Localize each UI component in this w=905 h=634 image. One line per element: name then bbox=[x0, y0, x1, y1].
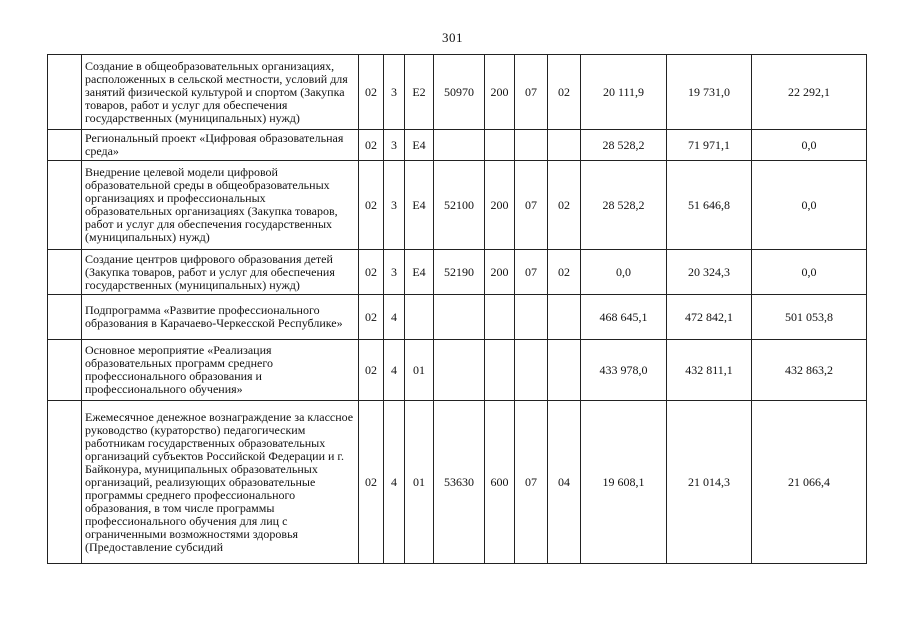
amount-year-1: 28 528,2 bbox=[581, 130, 667, 161]
amount-year-2: 472 842,1 bbox=[667, 295, 752, 340]
code-direction: 52100 bbox=[434, 161, 485, 250]
code-subprogram: 3 bbox=[384, 161, 405, 250]
code-activity: E4 bbox=[405, 250, 434, 295]
amount-year-3: 501 053,8 bbox=[752, 295, 867, 340]
page-number: 301 bbox=[442, 30, 463, 45]
table-row bbox=[48, 340, 867, 401]
code-direction bbox=[434, 340, 485, 401]
amount-year-1: 28 528,2 bbox=[581, 161, 667, 250]
code-expense-type: 200 bbox=[485, 55, 515, 130]
code-direction: 53630 bbox=[434, 401, 485, 564]
code-expense-type: 600 bbox=[485, 401, 515, 564]
row-name: Основное мероприятие «Реализация образовательных программ среднего профессионального образования и профессионального обучения» bbox=[82, 340, 359, 401]
code-subprogram: 3 bbox=[384, 250, 405, 295]
row-name: Создание в общеобразовательных организациях, расположенных в сельской местности, условий для занятий физической культурой и спортом (Закупка товаров, работ и услуг для обеспечения государственных (муниципальных) нужд) bbox=[82, 55, 359, 130]
code-subprogram: 4 bbox=[384, 401, 405, 564]
code-subprogram: 3 bbox=[384, 130, 405, 161]
code-section: 07 bbox=[515, 250, 548, 295]
amount-year-2: 20 324,3 bbox=[667, 250, 752, 295]
row-marker-cell bbox=[48, 295, 82, 340]
code-expense-type bbox=[485, 295, 515, 340]
amount-year-2: 19 731,0 bbox=[667, 55, 752, 130]
code-activity: E2 bbox=[405, 55, 434, 130]
row-marker-cell bbox=[48, 130, 82, 161]
code-program: 02 bbox=[359, 250, 384, 295]
code-subsection: 02 bbox=[548, 250, 581, 295]
amount-year-2: 51 646,8 bbox=[667, 161, 752, 250]
code-section: 07 bbox=[515, 55, 548, 130]
row-name: Подпрограмма «Развитие профессионального образования в Карачаево-Черкесской Республике» bbox=[82, 295, 359, 340]
code-direction: 52190 bbox=[434, 250, 485, 295]
code-program: 02 bbox=[359, 295, 384, 340]
code-program: 02 bbox=[359, 401, 384, 564]
code-subsection: 02 bbox=[548, 55, 581, 130]
code-section: 07 bbox=[515, 161, 548, 250]
code-activity: 01 bbox=[405, 340, 434, 401]
code-activity: E4 bbox=[405, 130, 434, 161]
table-row bbox=[48, 295, 867, 340]
amount-year-1: 433 978,0 bbox=[581, 340, 667, 401]
code-section bbox=[515, 130, 548, 161]
code-expense-type: 200 bbox=[485, 161, 515, 250]
code-direction bbox=[434, 130, 485, 161]
code-subprogram: 4 bbox=[384, 295, 405, 340]
code-section: 07 bbox=[515, 401, 548, 564]
code-direction: 50970 bbox=[434, 55, 485, 130]
code-activity bbox=[405, 295, 434, 340]
code-subsection: 04 bbox=[548, 401, 581, 564]
amount-year-1: 20 111,9 bbox=[581, 55, 667, 130]
table-row bbox=[48, 130, 867, 161]
code-program: 02 bbox=[359, 130, 384, 161]
code-section bbox=[515, 295, 548, 340]
code-subsection bbox=[548, 295, 581, 340]
row-marker-cell bbox=[48, 55, 82, 130]
row-name: Внедрение целевой модели цифровой образовательной среды в общеобразовательных организациях и профессиональных образовательных организациях (Закупка товаров, работ и услуг для обеспечения государственных (муниципальных) нужд) bbox=[82, 161, 359, 250]
row-name: Ежемесячное денежное вознаграждение за классное руководство (кураторство) педагогическим работникам государственных образовательных организаций субъектов Российской Федерации и г. Байконура, муниципальных образовательных организаций, реализующих образовательные программы среднего профессионального образования, в том числе программы профессионального обучения для лиц с ограниченными возможностями здоровья (Предоставление субсидий bbox=[82, 401, 359, 564]
budget-table bbox=[47, 54, 867, 564]
amount-year-2: 21 014,3 bbox=[667, 401, 752, 564]
row-marker-cell bbox=[48, 401, 82, 564]
code-expense-type bbox=[485, 130, 515, 161]
amount-year-2: 432 811,1 bbox=[667, 340, 752, 401]
amount-year-3: 0,0 bbox=[752, 161, 867, 250]
code-program: 02 bbox=[359, 55, 384, 130]
code-direction bbox=[434, 295, 485, 340]
row-marker-cell bbox=[48, 161, 82, 250]
amount-year-3: 432 863,2 bbox=[752, 340, 867, 401]
table-row bbox=[48, 401, 867, 564]
row-name: Создание центров цифрового образования детей (Закупка товаров, работ и услуг для обеспечения государственных (муниципальных) нужд) bbox=[82, 250, 359, 295]
code-subsection: 02 bbox=[548, 161, 581, 250]
code-subsection bbox=[548, 340, 581, 401]
amount-year-3: 22 292,1 bbox=[752, 55, 867, 130]
table-row bbox=[48, 161, 867, 250]
code-expense-type bbox=[485, 340, 515, 401]
code-activity: E4 bbox=[405, 161, 434, 250]
amount-year-3: 0,0 bbox=[752, 130, 867, 161]
row-name: Региональный проект «Цифровая образовательная среда» bbox=[82, 130, 359, 161]
code-activity: 01 bbox=[405, 401, 434, 564]
amount-year-3: 21 066,4 bbox=[752, 401, 867, 564]
row-marker-cell bbox=[48, 250, 82, 295]
code-subsection bbox=[548, 130, 581, 161]
code-subprogram: 4 bbox=[384, 340, 405, 401]
code-program: 02 bbox=[359, 340, 384, 401]
row-marker-cell bbox=[48, 340, 82, 401]
amount-year-1: 19 608,1 bbox=[581, 401, 667, 564]
table-row bbox=[48, 250, 867, 295]
amount-year-3: 0,0 bbox=[752, 250, 867, 295]
code-expense-type: 200 bbox=[485, 250, 515, 295]
code-section bbox=[515, 340, 548, 401]
amount-year-2: 71 971,1 bbox=[667, 130, 752, 161]
code-subprogram: 3 bbox=[384, 55, 405, 130]
amount-year-1: 468 645,1 bbox=[581, 295, 667, 340]
code-program: 02 bbox=[359, 161, 384, 250]
amount-year-1: 0,0 bbox=[581, 250, 667, 295]
table-row bbox=[48, 55, 867, 130]
